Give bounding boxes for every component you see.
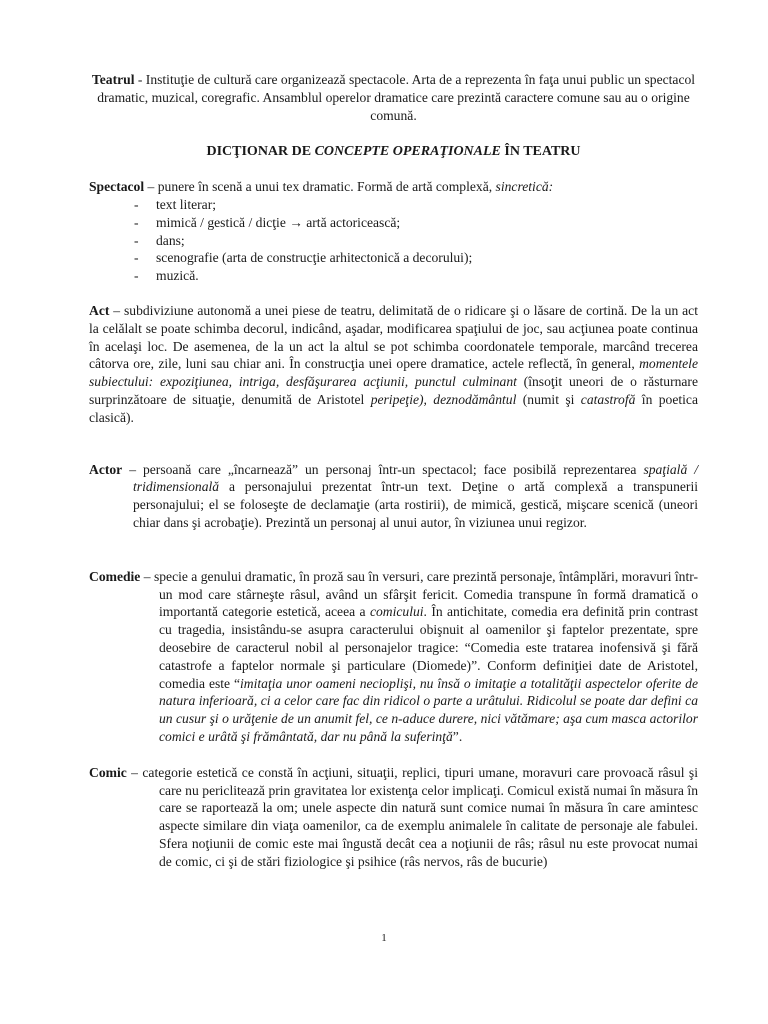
entry-actor: Actor – persoană care „încarnează” un personaj într-un spectacol; face posibilă reprezentarea spaţială / tridimensională a personajului prezentat într-un text. Deţine o artă complexă a transpunerii personajului; el se foloseşte de declamaţie (arta rostirii), de mimică, gestică, mişcare scenică (uneori chiar dans şi acrobaţie). Prezintă un personaj al unui autor, în viziunea unui regizor.: [89, 461, 699, 530]
entry-term: Comic: [89, 764, 127, 780]
entry-comic: Comic – categorie estetică ce constă în acţiuni, situaţii, replici, tipuri umane, moravuri care provoacă râsul şi care nu periclitează prin gravitatea lor existenţa celor implicaţi. Comicul există numai în măsura în care se raportează la om; unele aspecte din natură sunt comice numai în măsura în care amintesc aspecte similare din viaţa oamenilor, ca de exemplu animalele în calitate de personaje ale fabulei. Sfera noţiunii de comic este mai îngustă decât cea a noţiunii de râs; râsul nu este provocat numai de comic, ci şi de stări fiziologice şi psihice (râs nervos, râs de bucurie): [89, 764, 698, 869]
list-item: - dans;: [89, 232, 698, 250]
list-item: - text literar;: [89, 196, 698, 214]
entry-term: Spectacol: [89, 179, 145, 195]
title-part3: ÎN TEATRU: [500, 144, 581, 160]
list-item: - mimică / gestică / dicţie → artă actoricească;: [89, 214, 698, 232]
spectacol-list: [89, 196, 698, 285]
entry-term: Actor: [89, 461, 123, 477]
title-part1: DICŢIONAR DE: [206, 144, 315, 160]
list-item: - muzică.: [89, 267, 698, 285]
entry-spectacol: [89, 178, 698, 196]
page-title: [89, 143, 698, 161]
entry-term: Comedie: [89, 568, 141, 584]
list-item: - scenografie (arta de construcţie arhitectonică a decorului);: [89, 249, 698, 267]
entry-text: – punere în scenă a unui tex dramatic. Formă de artă complexă,: [144, 179, 496, 195]
entry-italic: sincretică:: [495, 179, 554, 195]
title-part2: CONCEPTE OPERAŢIONALE: [314, 144, 501, 160]
intro-text: - Instituţie de cultură care organizează spectacole. Arta de a reprezenta în faţa unui public un spectacol dramatic, muzical, coregrafic. Ansamblul operelor dramatice care prezintă caractere comune sau au o origine comună.: [97, 72, 696, 123]
document-page: [89, 71, 698, 870]
page-number: 1: [381, 932, 387, 944]
entry-act: Act – subdiviziune autonomă a unei piese de teatru, delimitată de o ridicare şi o lăsare de cortină. De la un act la celălalt se poate schimba decorul, indicând, aşadar, modificarea spaţiului de joc, sau acţiunea poate continua în acelaşi loc. De asemenea, de la un act la altul se pot schimba coordonatele temporale, marcând trecerea câtorva ore, zile, luni sau chiar ani. În construcţia unei opere dramatice, actele reflectă, în general, momentele subiectului: expoziţiunea, intriga, desfăşurarea acţiunii, punctul culminant (însoţit uneori de o răsturnare surprinzătoare de situaţie, denumită de Aristotel peripeţie), deznodământul (numit şi catastrofă în poetica clasică).: [89, 302, 698, 425]
intro-paragraph: [89, 71, 698, 124]
entry-term: Act: [89, 302, 110, 318]
intro-term: Teatrul: [91, 72, 135, 87]
entry-comedie: Comedie – specie a genului dramatic, în proză sau în versuri, care prezintă personaje, întâmplări, moravuri într-un mod care stârneşte râsul, având un sfârşit fericit. Comedia transpune în formă dramatică o importantă categorie estetică, aceea a comicului. În antichitate, comedia era definită prin contrast cu tragedia, insistându-se asupra caracterului obişnuit al oamenilor şi faptelor prezentate, spre deosebire de caracterul nobil al personajelor tragice: “Comedia este tratarea inofensivă şi fără catastrofe a faptelor normale şi particulare (Diomede)”. Conform definiţiei date de Aristotel, comedia este “imitaţia unor oameni necioplişi, nu însă o imitaţie a totalităţii aspectelor oferite de natura inferioară, ci a celor care fac din ridicol o parte a urâtului. Ridicolul se poate dar defini ca un cusur şi o urăţenie de un anumit fel, ce n-aduce durere, nici vătămare; aşa cum masca actorilor comici e urâtă şi frământată, dar nu până la suferinţă”.: [89, 568, 698, 744]
